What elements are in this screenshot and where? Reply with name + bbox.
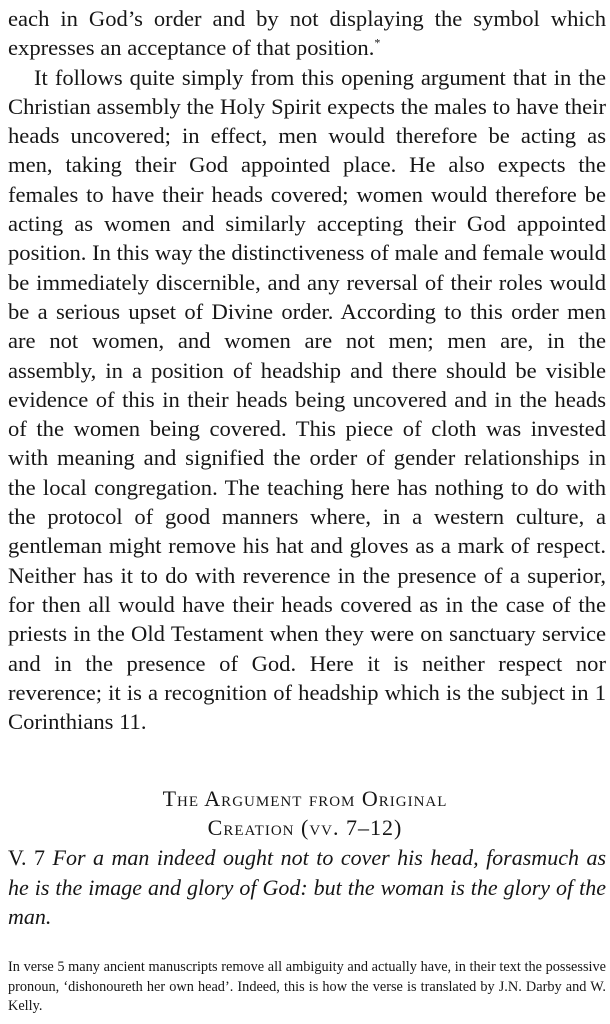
- section-heading-line-1: The Argument from Original: [162, 786, 448, 811]
- footnote-marker: *: [374, 35, 381, 50]
- section-heading: [0, 784, 610, 842]
- footnote: [8, 958, 606, 1017]
- verse-quote: [8, 843, 606, 932]
- paragraph-1: [8, 4, 606, 63]
- paragraph-1-text: each in God’s order and by not displaying the symbol which expresses an acceptance of that position.: [8, 6, 606, 61]
- verse-text: For a man indeed ought not to cover his head, forasmuch as he is the image and glory of God: but the woman is the glory of the man.: [8, 845, 607, 929]
- section-heading-line-2: Creation (vv. 7–12): [207, 815, 403, 840]
- paragraph-2: It follows quite simply from this opening argument that in the Christian assembly the Holy Spirit expects the males to have their heads uncovered; in effect, men would therefore be acting as men, taking their God appointed place. He also expects the females to have their heads covered; women would therefore be acting as women and similarly accepting their God appointed position. In this way the distinctiveness of male and female would be immediately discernible, and any reversal of their roles would be a serious upset of Divine order. According to this order men are not women, and women are not men; men are, in the assembly, in a position of headship and there should be visible evidence of this in their heads being uncovered and in the heads of the women being covered. This piece of cloth was invested with meaning and signified the order of gender relationships in the local congregation. The teaching here has nothing to do with the protocol of good manners where, in a western culture, a gentleman might remove his hat and gloves as a mark of respect. Neither has it to do with reverence in the presence of a superior, for then all would have their heads covered as in the case of the priests in the Old Testament when they were on sanctuary service and in the presence of God. Here it is neither respect nor reverence; it is a recognition of headship which is the subject in 1 Corinthians 11.: [8, 64, 606, 735]
- main-text: [8, 4, 606, 736]
- footnote-text: In verse 5 many ancient manuscripts remove all ambiguity and actually have, in their text the possessive pronoun, ‘dishonoureth her own head’. Indeed, this is how the verse is translated by J.N. Darby and W. Kelly.: [8, 959, 606, 1014]
- verse-reference: V. 7: [8, 845, 46, 870]
